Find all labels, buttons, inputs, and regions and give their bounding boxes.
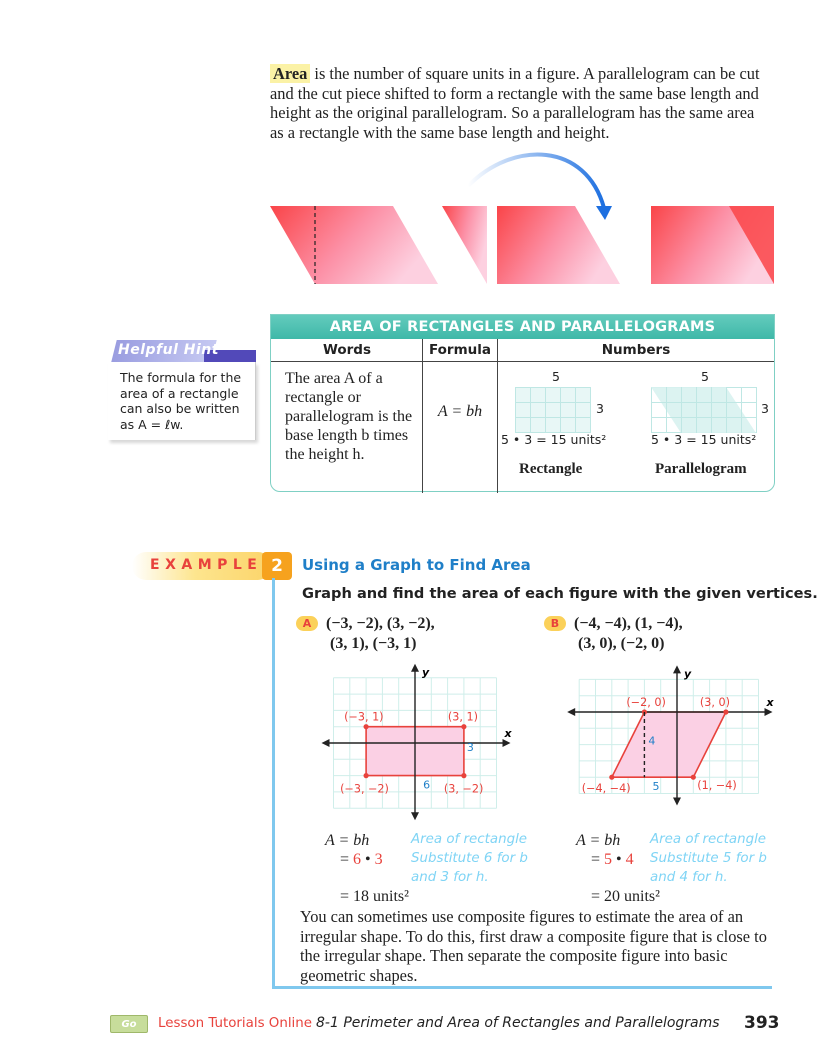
note-b-2: Substitute 5 for b <box>650 851 767 866</box>
intro-text: is the number of square units in a figure. A parallelogram can be cut and the cut piece shifted to form a rectangle with the same base length and height as the original parallelogram. So a parallelogram has the same area as a rectangle with the same base length and height. <box>270 64 760 142</box>
go-online-icon[interactable]: Go <box>110 1015 148 1033</box>
x-axis-arrow-left-icon <box>322 739 330 747</box>
calc-a-result: = 18 units² <box>340 888 409 905</box>
y-axis-label: y <box>422 665 430 679</box>
note-b-1: Area of rectangle <box>650 832 767 847</box>
vertex-point <box>364 773 369 778</box>
lesson-title: 8-1 Perimeter and Area of Rectangles and Parallelograms <box>316 1015 720 1031</box>
graph-b <box>572 660 772 825</box>
vertex-label: (3, 1) <box>447 710 478 724</box>
calc-a-substitution: = 6 • 3 <box>340 851 383 868</box>
vertex-point <box>364 724 369 729</box>
rect-grid <box>515 387 593 433</box>
y-axis-arrow-down-icon <box>411 812 419 820</box>
intro-paragraph <box>270 64 770 142</box>
para-area-calc: 5 • 3 = 15 units² <box>651 432 757 447</box>
remaining-piece <box>497 206 620 284</box>
example-label: EXAMPLE <box>132 552 294 580</box>
x-axis-label: x <box>504 727 512 740</box>
vertex-label: (3, −2) <box>443 782 484 796</box>
vocab-term-area: Area <box>270 64 310 83</box>
shift-arrow-icon <box>468 155 604 208</box>
cut-shift-illustration <box>268 150 778 290</box>
page-number: 393 <box>744 1013 780 1033</box>
example-number: 2 <box>262 552 292 580</box>
calc-b-substitution: = 5 • 4 <box>591 851 634 868</box>
lesson-tutorials-link[interactable]: Lesson Tutorials Online <box>158 1016 313 1031</box>
column-header-numbers: Numbers <box>601 342 671 358</box>
width-label: 6 <box>423 778 431 792</box>
parallelogram-grid <box>651 387 761 433</box>
part-a-vertices-line2: (3, 1), (−3, 1) <box>330 635 417 652</box>
page-footer <box>110 1012 780 1036</box>
helpful-hint <box>108 340 256 440</box>
height-label: 4 <box>648 734 656 748</box>
arrow-head-icon <box>596 206 612 220</box>
example-instruction: Graph and find the area of each figure with the given vertices. <box>302 585 818 602</box>
calc-b-result: = 20 units² <box>591 888 660 905</box>
graph-a <box>322 660 517 825</box>
note-b-3: and 4 for h. <box>650 870 728 885</box>
hint-title: Helpful Hint <box>118 342 219 358</box>
vertex-label: (−3, −2) <box>340 782 389 796</box>
vertex-point <box>691 775 696 780</box>
vertex-point <box>461 724 466 729</box>
y-axis-label: y <box>684 667 692 681</box>
table-title: AREA OF RECTANGLES AND PARALLELOGRAMS <box>271 315 774 339</box>
part-a-badge: A <box>296 616 318 631</box>
example-border-bottom <box>272 986 772 989</box>
x-axis-arrow-left-icon <box>567 708 575 716</box>
rect-base-label: 5 <box>552 369 560 384</box>
vertex-point <box>461 773 466 778</box>
cut-triangle-piece <box>442 206 487 284</box>
note-a-2: Substitute 6 for b <box>411 851 528 866</box>
vertex-point <box>723 709 728 714</box>
formula-cell: A = bh <box>437 403 483 420</box>
original-parallelogram <box>270 206 438 284</box>
note-a-3: and 3 for h. <box>411 870 489 885</box>
note-a-1: Area of rectangle <box>411 832 528 847</box>
x-axis-arrow-icon <box>765 708 773 716</box>
base-label: 5 <box>652 780 660 794</box>
rect-area-calc: 5 • 3 = 15 units² <box>501 432 607 447</box>
vertex-label: (−3, 1) <box>344 710 384 724</box>
column-header-formula: Formula <box>428 342 492 358</box>
para-base-label: 5 <box>701 369 709 384</box>
vertex-label: (3, 0) <box>699 696 730 709</box>
y-axis-arrow-icon <box>673 665 681 673</box>
figure-polygon <box>612 712 726 777</box>
example-border-left <box>272 578 275 988</box>
x-axis-arrow-icon <box>503 739 511 747</box>
words-cell: The area A of a rectangle or parallelogram is the base length b times the height h. <box>285 370 413 463</box>
part-b-badge: B <box>544 616 566 631</box>
para-height-label: 3 <box>761 401 769 416</box>
area-formula-table <box>270 314 775 492</box>
hint-text: The formula for the area of a rectangle can also be written as A = ℓw. <box>108 362 256 440</box>
y-axis-arrow-icon <box>411 664 419 672</box>
result-rectangle <box>651 206 774 284</box>
vertex-label: (1, −4) <box>697 779 737 793</box>
column-header-words: Words <box>322 342 372 358</box>
calc-b-formula: A = bh <box>576 832 621 849</box>
part-b-vertices-line1: (−4, −4), (1, −4), <box>574 615 683 632</box>
vertex-point <box>609 775 614 780</box>
y-axis-arrow-down-icon <box>673 798 681 806</box>
calc-a-formula: A = bh <box>325 832 370 849</box>
closing-paragraph: You can sometimes use composite figures to estimate the area of an irregular shape. To do this, first draw a composite figure that is close to the irregular shape. Then separate the composite figure into basic geometric shapes. <box>300 907 767 985</box>
vertex-label: (−4, −4) <box>581 782 631 796</box>
rect-name: Rectangle <box>519 461 583 477</box>
vertex-label: (−2, 0) <box>626 696 666 709</box>
height-label: 3 <box>466 741 474 755</box>
example-title: Using a Graph to Find Area <box>302 556 531 574</box>
part-a-vertices-line1: (−3, −2), (3, −2), <box>326 615 435 632</box>
x-axis-label: x <box>766 696 774 709</box>
rect-height-label: 3 <box>596 401 604 416</box>
part-b-vertices-line2: (3, 0), (−2, 0) <box>578 635 665 652</box>
para-name: Parallelogram <box>655 461 747 477</box>
